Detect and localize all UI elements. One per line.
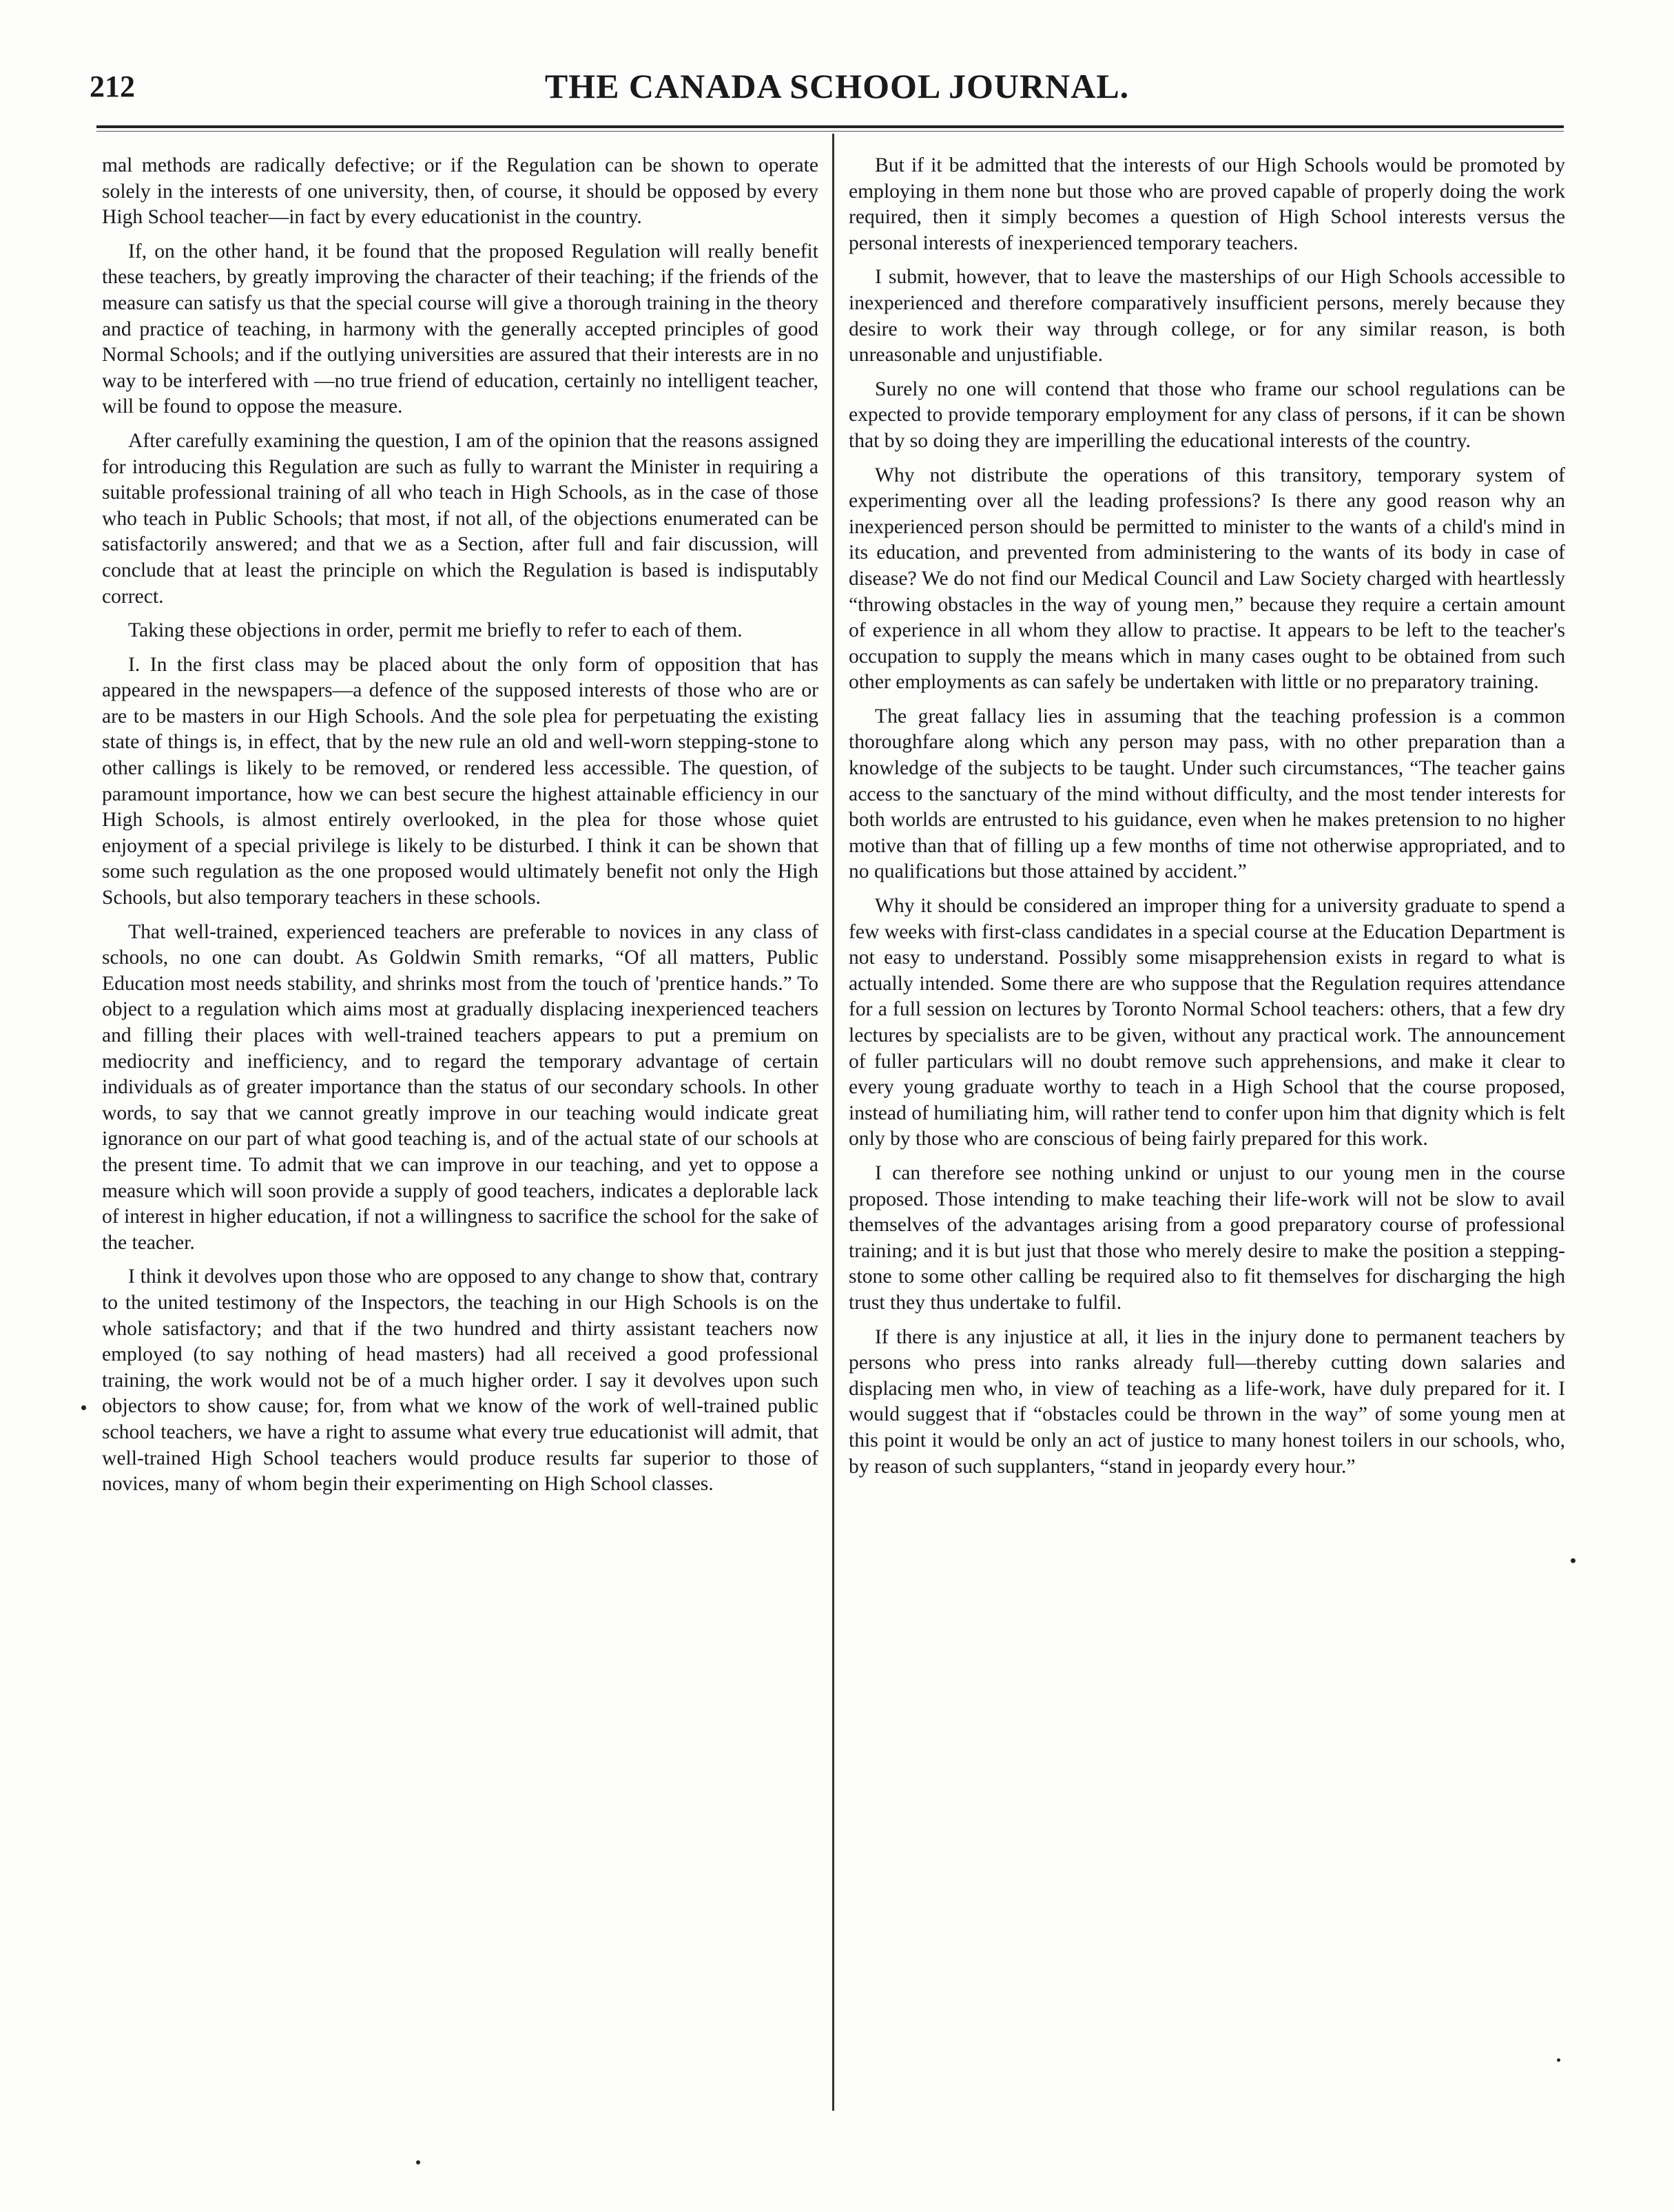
paragraph: I submit, however, that to leave the masterships of our High Schools accessible to inexperienced and therefore comparatively insufficient persons, merely because they desire to work their way through college, or for any similar reason, is both unreasonable and unjustifiable.: [849, 266, 1565, 366]
right-column: [849, 153, 1565, 1488]
page-number: 212: [90, 70, 135, 103]
paragraph: Why not distribute the operations of this transitory, temporary system of experimenting over all the leading professions? Is there any good reason why an inexperienced person should be permitted to minister to the wants of a child's mind in its education, and prevented from administering to the wants of its body in case of disease? We do not find our Medical Council and Law Society charged with heartlessly “throwing obstacles in the way of young men,” because they require a certain amount of experience in all whom they allow to practise. It appears to be left to the teacher's occupation to supply the means which in many cases ought to be obtained from such other employments as can safely be undertaken with little or no preparatory training.: [849, 464, 1565, 694]
header-rule: [96, 125, 1564, 128]
paragraph: That well-trained, experienced teachers are preferable to novices in any class of schools, no one can doubt. As Goldwin Smith remarks, “Of all matters, Public Education most needs stability, and shrinks most from the touch of 'prentice hands.” To object to a regulation which aims most at gradually displacing inexperienced teachers and filling their places with well-trained teachers appears to put a premium on mediocrity and inefficiency, and to regard the temporary advantage of certain individuals as of greater importance than the status of our secondary schools. In other words, to say that we cannot greatly improve in our teaching would indicate great ignorance on our part of what good teaching is, and of the actual state of our schools at the present time. To admit that we can improve in our teaching, and yet to oppose a measure which will soon provide a supply of good teachers, indicates a deplorable lack of interest in higher education, if not a willingness to sacrifice the school for the sake of the teacher.: [102, 920, 818, 1254]
header-rule-thin: [96, 131, 1564, 132]
page-header: [90, 63, 1584, 118]
print-speck: [416, 2160, 420, 2164]
paragraph: But if it be admitted that the interests of our High Schools would be promoted by employing in them none but those who are proved capable of properly doing the work required, then it simply becomes a question of High School interests versus the personal interests of inexperienced temporary teachers.: [849, 154, 1565, 254]
paragraph: After carefully examining the question, I am of the opinion that the reasons assigned for introducing this Regulation are such as fully to warrant the Minister in requiring a suitable professional training of all who teach in High Schools, as in the case of those who teach in Public Schools; that most, if not all, of the objections enumerated can be satisfactorily answered; and that we as a Section, after full and fair discussion, will conclude that at least the principle on which the Regulation is based is indisputably correct.: [102, 429, 818, 608]
paragraph: The great fallacy lies in assuming that the teaching profession is a common thoroughfare along which any person may pass, with no other preparation than a knowledge of the subjects to be taught. Under such circumstances, “The teacher gains access to the sanctuary of the mind without difficulty, and the most tender interests for both worlds are entrusted to his guidance, even when he makes pretension to no higher motive than that of filling up a few months of time not otherwise appropriated, and to no qualifications but those attained by accident.”: [849, 705, 1565, 883]
print-speck: [81, 1405, 86, 1410]
paragraph: I can therefore see nothing unkind or unjust to our young men in the course proposed. Those intending to make teaching their life-work will not be slow to avail themselves of the advantages arising from a good preparatory course of professional training; and it is but just that those who merely desire to make the position a stepping-stone to some other calling be required also to fit themselves for discharging the high trust they thus undertake to fulfil.: [849, 1161, 1565, 1314]
left-column: [102, 153, 818, 1506]
paragraph: If, on the other hand, it be found that the proposed Regulation will really benefit these teachers, by greatly improving the character of their teaching; if the friends of the measure can satisfy us that the special course will give a thorough training in the theory and practice of teaching, in harmony with the generally accepted principles of good Normal Schools; and if the outlying universities are assured that their interests are in no way to be interfered with —no true friend of education, certainly no intelligent teacher, will be found to oppose the measure.: [102, 240, 818, 418]
print-speck: [1571, 1558, 1575, 1563]
paragraph: Why it should be considered an improper thing for a university graduate to spend a few weeks with first-class candidates in a special course at the Education Department is not easy to understand. Possibly some misapprehension exists in regard to what is actually intended. Some there are who suppose that the Regulation requires attendance for a full session on lectures by Toronto Normal School teachers: others, that a few dry lectures by specialists are to be given, without any practical work. The announcement of fuller particulars will no doubt remove such apprehensions, and make it clear to every young graduate worthy to teach in a High School that the course proposed, instead of humiliating him, will rather tend to confer upon him that dignity which is felt only by those who are conscious of being fairly prepared for this work.: [849, 895, 1565, 1150]
paragraph: I. In the first class may be placed about the only form of opposition that has appeared in the newspapers—a defence of the supposed interests of those who are or are to be masters in our High Schools. And the sole plea for perpetuating the existing state of things is, in effect, that by the new rule an old and well-worn stepping-stone to other callings is likely to be removed, or rendered less accessible. The question, of paramount importance, how we can best secure the highest attainable efficiency in our High Schools, is almost entirely overlooked, in the plea for those whose quiet enjoyment of a special privilege is likely to be disturbed. I think it can be shown that some such regulation as the one proposed would ultimately benefit not only the High Schools, but also temporary teachers in these schools.: [102, 653, 818, 909]
paragraph: Taking these objections in order, permit me briefly to refer to each of them.: [128, 619, 743, 642]
paragraph: mal methods are radically defective; or if the Regulation can be shown to operate solely in the interests of one university, then, of course, it should be opposed by every High School teacher—in fact by every educationist in the country.: [102, 154, 818, 229]
paragraph: I think it devolves upon those who are opposed to any change to show that, contrary to the united testimony of the Inspectors, the teaching in our High Schools is on the whole satisfactory; and that if the two hundred and thirty assistant teachers now employed (to say nothing of head masters) had all received a good professional training, the work would not be of a much higher order. I say it devolves upon such objectors to show cause; for, from what we know of the work of well-trained public school teachers, we have a right to assume what every true educationist will admit, that well-trained High School teachers would produce results far superior to those of novices, many of whom begin their experimenting on High School classes.: [102, 1265, 818, 1496]
print-speck: [1557, 2058, 1560, 2062]
paragraph: If there is any injustice at all, it lies in the injury done to permanent teachers by persons who press into ranks already full—thereby cutting down salaries and displacing men who, in view of teaching as a life-work, have duly prepared for it. I would suggest that if “obstacles could be thrown in the way” of some young men at this point it would be only an act of justice to many honest toilers in our schools, who, by reason of such supplanters, “stand in jeopardy every hour.”: [849, 1325, 1565, 1478]
paragraph: Surely no one will contend that those who frame our school regulations can be expected to provide temporary employment for any class of persons, if it can be shown that by so doing they are imperilling the educational interests of the country.: [849, 378, 1565, 452]
column-divider: [832, 134, 834, 2111]
journal-title: THE CANADA SCHOOL JOURNAL.: [544, 67, 1130, 105]
